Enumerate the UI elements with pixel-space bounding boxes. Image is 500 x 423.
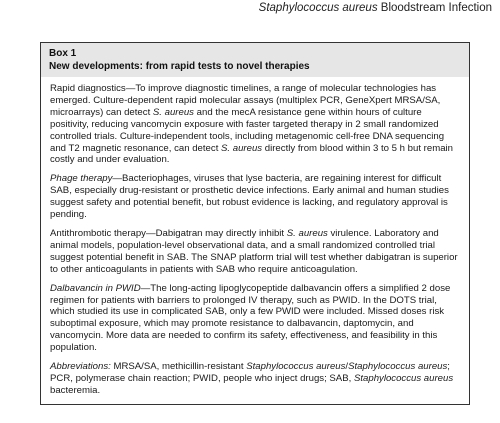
text-run: S. aureus <box>152 106 194 118</box>
text-run: and the mecA resistance gene within hours of culture positivity, reducing vancomycin exposure with faster targeted therapy in 2 small randomized controlled trials. Culture-independent tools, including metagenomic cell-free DNA sequencing and T2 magnetic resonance, can detect <box>50 106 445 154</box>
text-run: bacteremia. <box>50 384 101 396</box>
text-run: Dalbavancin in PWID <box>50 282 141 294</box>
paragraph-rapid-diagnostics <box>50 83 460 166</box>
box-title: New developments: from rapid tests to novel therapies <box>49 61 310 72</box>
running-header-rest: Bloodstream Infection <box>377 2 492 14</box>
text-run: / <box>345 361 349 373</box>
paragraph-phage-therapy <box>50 173 460 221</box>
text-run: —Bacteriophages, viruses that lyse bacteria, are regaining interest for difficult SAB, especially drug-resistant or prosthetic device infections. Early animal and human studies suggest safety and potential benefit, but robust evidence is lacking, and regulatory approval is pending. <box>50 173 449 221</box>
text-run: Antithrombotic therapy—Dabigatran may directly inhibit <box>50 227 287 239</box>
text-run: S. aureus <box>286 227 328 239</box>
paragraph-abbreviations <box>50 361 460 397</box>
text-run: directly from blood within 3 to 5 h but remain costly and under evaluation. <box>50 142 454 166</box>
box-body <box>41 77 469 397</box>
text-run: Phage therapy <box>50 173 113 185</box>
box-1 <box>40 42 470 405</box>
text-run: Rapid diagnostics—To improve diagnostic timelines, a range of molecular technologies has emerged. Culture-dependent rapid molecular assays (multiplex PCR, GeneXpert MRSA/SA, microarrays) can detect <box>50 83 441 118</box>
text-run: —The long-acting lipoglycopeptide dalbavancin offers a simplified 2 dose regimen for patients with barriers to prolonged IV therapy, such as PWID. In the DOTS trial, which studied its use in complicated SAB, only a few PWID were included. Missed doses risk suboptimal exposure, which may promote resistance to dalbavancin, daptomycin, and vancomycin. More data are needed to confirm its safety, effectiveness, and feasibility in this population. <box>50 282 451 354</box>
running-header-italic: Staphylococcus aureus <box>258 2 378 14</box>
text-run: Staphylococcus aureus <box>353 372 454 384</box>
text-run: Abbreviations: <box>50 361 111 373</box>
text-run: Staphylococcus aureus <box>348 361 448 373</box>
text-run: MRSA/SA, methicillin-resistant <box>110 361 247 373</box>
text-run: Staphylococcus aureus <box>246 361 346 373</box>
text-run: S. aureus <box>221 142 263 154</box>
text-run: virulence. Laboratory and animal models, population-level observational data, and a small randomized controlled trial suggest potential benefit in SAB. The SNAP platform trial will test whether dabigatran is superior to other anticoagulants in patients with SAB who require anticoagulation. <box>50 227 458 275</box>
running-header <box>259 1 492 15</box>
paragraph-dalbavancin-pwid <box>50 283 460 354</box>
box-label: Box 1 <box>49 48 77 59</box>
text-run: ; PCR, polymerase chain reaction; PWID, people who inject drugs; SAB, <box>50 361 450 384</box>
box-header <box>41 43 469 77</box>
paragraph-antithrombotic-therapy <box>50 228 460 276</box>
